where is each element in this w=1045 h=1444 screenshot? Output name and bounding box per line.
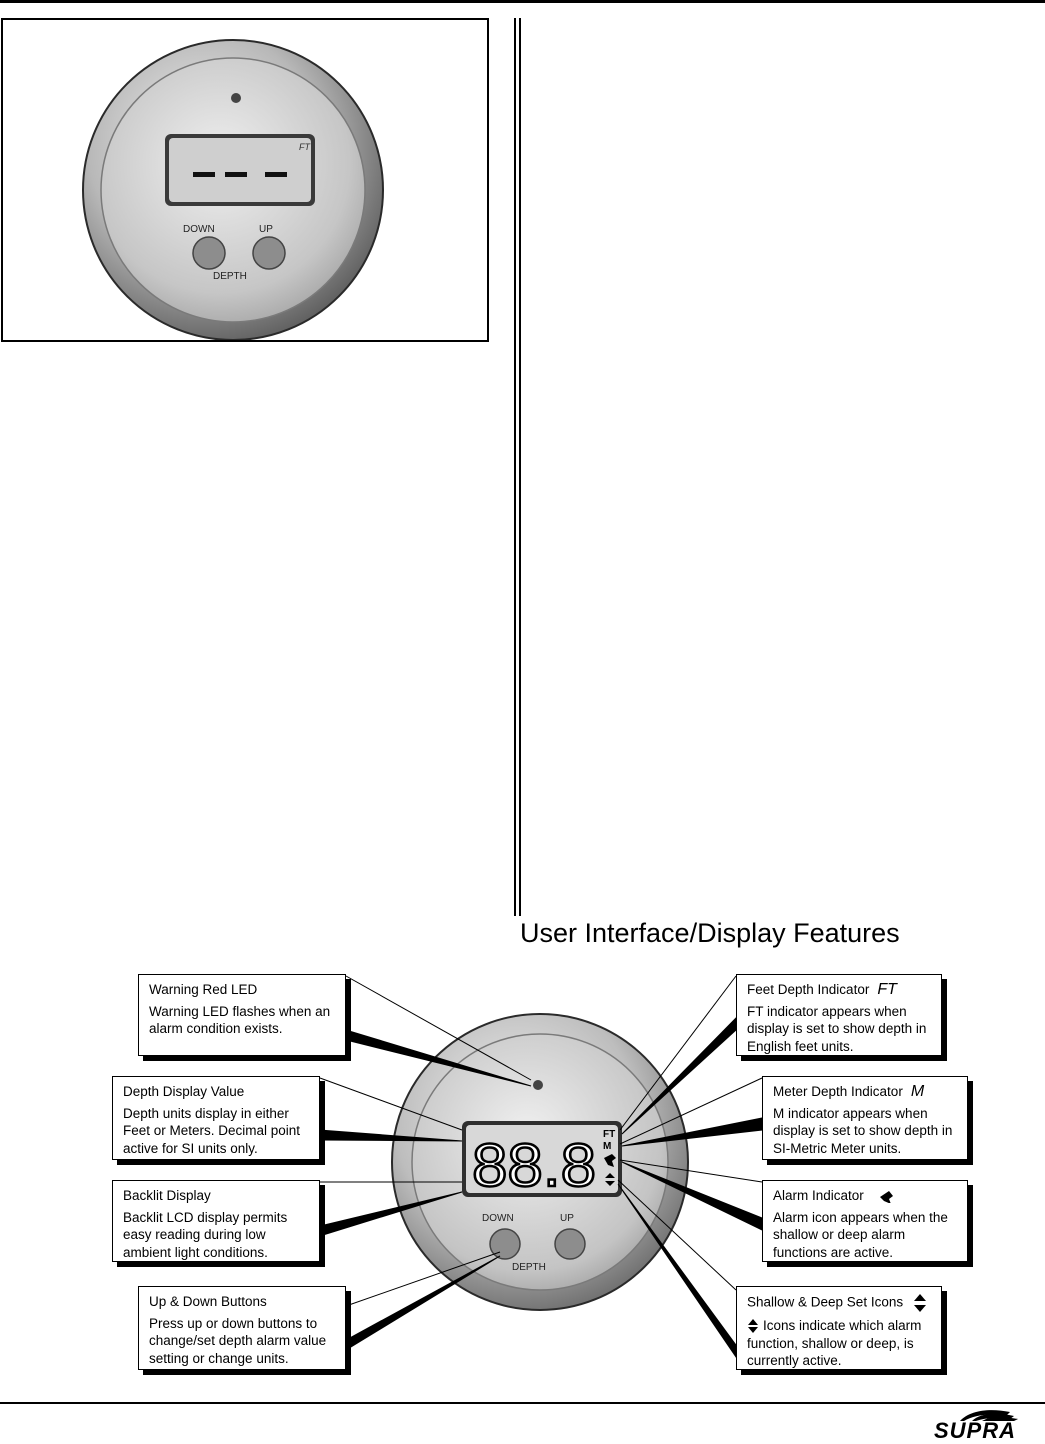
up-down-arrows-inline-icon xyxy=(747,1318,759,1334)
callout-shallow-deep-desc: Icons indicate which alarm function, shallow or deep, is currently active. xyxy=(747,1318,922,1368)
callout-alarm-indicator-title: Alarm Indicator xyxy=(773,1188,864,1203)
diagram-down-label: DOWN xyxy=(482,1213,514,1224)
callout-meter-indicator-title: Meter Depth Indicator xyxy=(773,1084,903,1099)
m-symbol: M xyxy=(910,1083,925,1100)
alarm-bell-icon xyxy=(878,1189,894,1203)
diagram-title: User Interface/Display Features xyxy=(520,918,900,948)
callout-shallow-deep-title: Shallow & Deep Set Icons xyxy=(747,1294,904,1310)
callout-meter-indicator-heading xyxy=(773,1083,959,1101)
logo-text: SUPRA xyxy=(934,1418,1017,1443)
callout-feet-indicator-title: Feet Depth Indicator xyxy=(747,982,870,997)
photo-depth-label: DEPTH xyxy=(213,271,247,282)
callout-feet-indicator-desc: FT indicator appears when display is set to show depth in English feet units. xyxy=(747,1003,927,1054)
callout-alarm-indicator-desc: Alarm icon appears when the shallow or deep alarm functions are active. xyxy=(773,1209,948,1260)
photo-down-label: DOWN xyxy=(183,224,215,235)
callout-meter-indicator-desc: M indicator appears when display is set to show depth in SI-Metric Meter units. xyxy=(773,1105,953,1156)
callout-up-down-buttons xyxy=(138,1286,346,1370)
callout-backlit-display-desc: Backlit LCD display permits easy reading during low ambient light conditions. xyxy=(123,1209,288,1260)
diagram-depth-label: DEPTH xyxy=(512,1262,546,1273)
callout-warning-led-desc: Warning LED flashes when an alarm condition exists. xyxy=(149,1003,331,1036)
callout-meter-indicator xyxy=(762,1076,968,1160)
diagram-display-value: 88.8 xyxy=(472,1132,596,1199)
callout-warning-led-title: Warning Red LED xyxy=(149,982,258,997)
callout-depth-display-desc: Depth units display in either Feet or Meters. Decimal point active for SI units only. xyxy=(123,1105,301,1156)
callout-shallow-deep-desc-wrap xyxy=(747,1317,933,1370)
callout-up-down-buttons-desc: Press up or down buttons to change/set depth alarm value setting or change units. xyxy=(149,1315,327,1366)
callout-alarm-indicator-heading xyxy=(773,1187,959,1205)
callout-backlit-display xyxy=(112,1180,320,1262)
photo-unit-label: FT xyxy=(299,142,310,152)
callout-up-down-buttons-title: Up & Down Buttons xyxy=(149,1294,267,1309)
callout-depth-display xyxy=(112,1076,320,1160)
callout-feet-indicator-heading xyxy=(747,981,933,999)
diagram-ft-label: FT xyxy=(603,1129,616,1140)
supra-logo xyxy=(934,1408,1040,1442)
diagram-warning-led xyxy=(533,1080,543,1090)
ft-symbol: FT xyxy=(877,981,897,998)
bottom-rule xyxy=(0,1402,1045,1404)
callout-shallow-deep-heading xyxy=(747,1293,933,1313)
up-down-arrows-icon xyxy=(913,1293,927,1313)
callout-alarm-indicator xyxy=(762,1180,968,1262)
diagram-down-button[interactable] xyxy=(490,1229,520,1259)
callout-warning-led xyxy=(138,974,346,1056)
callout-feet-indicator xyxy=(736,974,942,1056)
callout-shallow-deep-icons xyxy=(736,1286,942,1370)
callout-backlit-display-title: Backlit Display xyxy=(123,1188,211,1203)
diagram-m-label: M xyxy=(603,1141,612,1152)
diagram-up-button[interactable] xyxy=(555,1229,585,1259)
diagram-up-label: UP xyxy=(560,1213,574,1224)
callout-depth-display-title: Depth Display Value xyxy=(123,1084,245,1099)
photo-up-label: UP xyxy=(259,224,273,235)
